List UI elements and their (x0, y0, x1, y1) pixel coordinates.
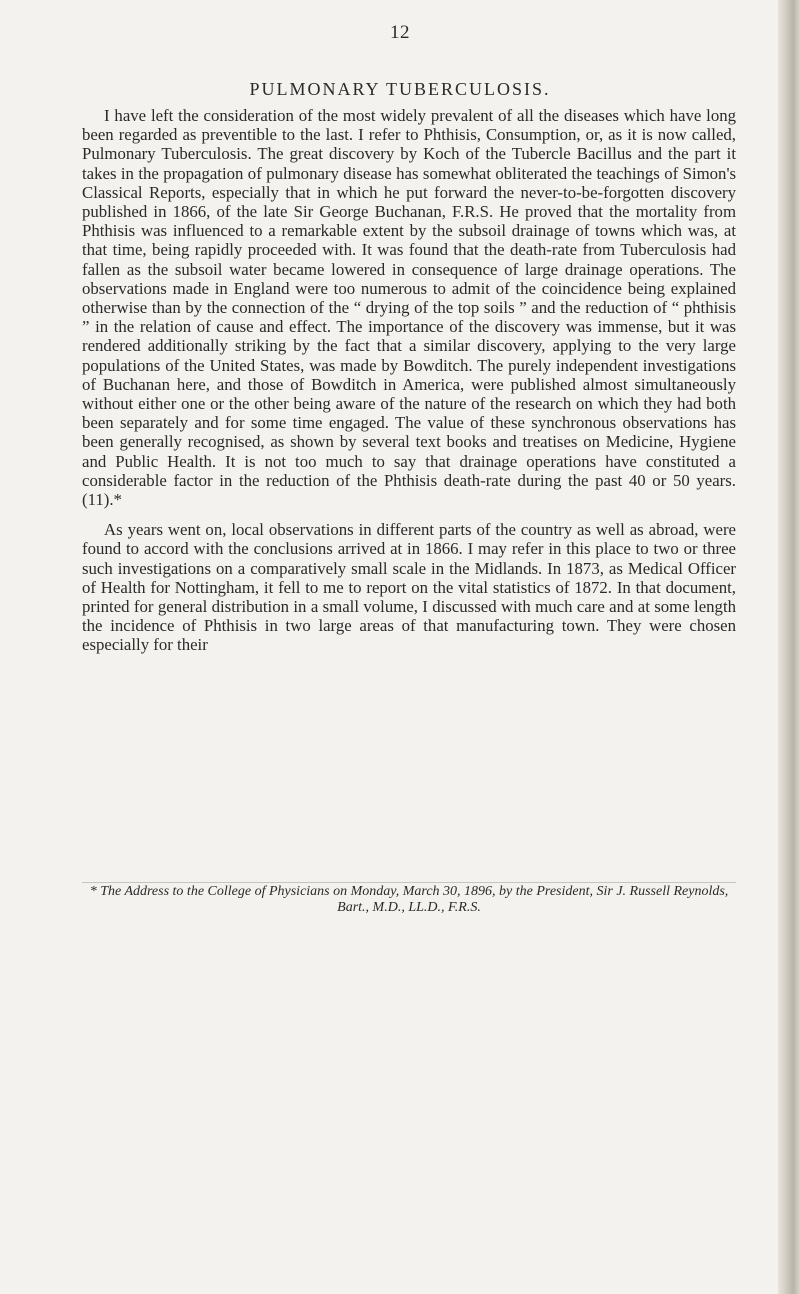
chapter-heading: PULMONARY TUBERCULOSIS. (249, 79, 551, 99)
page-binding-edge (778, 0, 800, 1294)
footnote: * The Address to the College of Physicians on Monday, March 30, 1896, by the President, Sir J. Russell Reynolds, Bart., M.D., LL.D., F.R.S. (89, 884, 729, 915)
paragraph: I have left the consideration of the most widely prevalent of all the diseases which have long been regarded as preventible to the last. I refer to Phthisis, Consumption, or, as it is now called, Pulmonary Tuberculosis. The great discovery by Koch of the Tubercle Bacillus and the part it takes in the propagation of pulmonary disease has somewhat obliterated the teachings of Simon's Classical Reports, especially that in which he put forward the never-to-be-forgotten discovery published in 1866, of the late Sir George Buchanan, F.R.S. He proved that the mortality from Phthisis was influenced to a remarkable extent by the subsoil drainage of towns which was, at that time, being rapidly proceeded with. It was found that the death-rate from Tuberculosis had fallen as the subsoil water became lowered in consequence of large drainage operations. The observations made in England were too numerous to admit of the coincidence being explained otherwise than by the connection of the “ drying of the top soils ” and the reduction of “ phthisis ” in the relation of cause and effect. The importance of the discovery was immense, but it was rendered additionally striking by the fact that a similar discovery, applying to the very large populations of the United States, was made by Bowditch. The purely independent investigations of Buchanan here, and those of Bowditch in America, were published almost simultaneously without either one or the other being aware of the nature of the research on which they had both been separately and for some time engaged. The value of these synchronous observations has been generally recognised, as shown by several text books and treatises on Medicine, Hygiene and Public Health. It is not too much to say that drainage operations have constituted a considerable factor in the reduction of the Phthisis death-rate during the past 40 or 50 years. (11).* (82, 106, 736, 510)
body-text (82, 106, 736, 655)
page-number: 12 (390, 22, 410, 43)
footnote-divider (82, 882, 736, 883)
paragraph: As years went on, local observations in different parts of the country as well as abroad, were found to accord with the conclusions arrived at in 1866. I may refer in this place to two or three such investigations on a comparatively small scale in the Midlands. In 1873, as Medical Officer of Health for Nottingham, it fell to me to report on the vital statistics of 1872. In that document, printed for general distribution in a small volume, I discussed with much care and at some length the incidence of Phthisis in two large areas of that manufacturing town. They were chosen especially for their (82, 520, 736, 655)
